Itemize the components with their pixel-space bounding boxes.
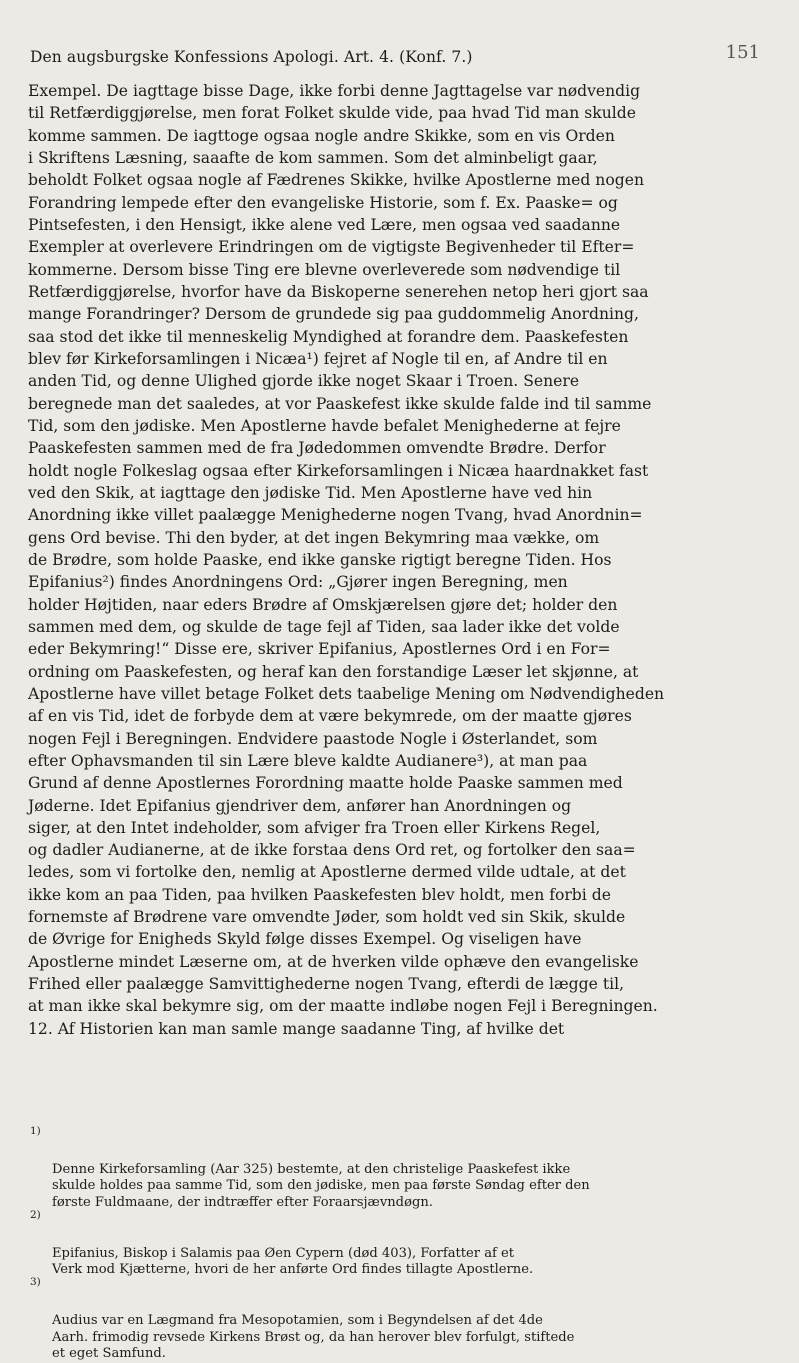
footnote-text: Denne Kirkeforsamling (Aar 325) bestemte, at den christelige Paaskefest ikke skulde holdes paa samme Tid, som den jødiske, men paa første Søndag efter den første Fuldmaane, der indtræffer efter Foraarsjævndøgn.	[52, 1161, 590, 1211]
footnote-mark: 2)	[30, 1208, 41, 1221]
footnote	[28, 1208, 771, 1279]
footnote	[28, 1125, 771, 1212]
page-number: 151	[725, 42, 760, 63]
footnote-mark: 1)	[30, 1125, 41, 1137]
footnote-text: Epifanius, Biskop i Salamis paa Øen Cypern (død 403), Forfatter af et Verk mod Kjætterne, hvori de her anførte Ord findes tillagte Apostlerne.	[52, 1245, 534, 1278]
main-text: Exempel. De iagttage bisse Dage, ikke forbi denne Jagttagelse var nødvendig til Retfærdiggjørelse, men forat Folket skulde vide, paa hvad Tid man skulde komme sammen. De iagttoge ogsaa nogle andre Skikke, som en vis Orden i Skriftens Læsning, saaafte de kom sammen. Som det alminbeligt gaar, beholdt Folket ogsaa nogle af Fædrenes Skikke, hvilke Apostlerne med nogen Forandring lempede efter den evangeliske Historie, som f. Ex. Paaske= og Pintsefesten, i den Hensigt, ikke alene ved Lære, men ogsaa ved saadanne Exempler at overlevere Erindringen om de vigtigste Begivenheder til Efter= kommerne. Dersom bisse Ting ere blevne overleverede som nødvendige til Retfærdiggjørelse, hvorfor have da Biskoperne senerehen netop heri gjort saa mange Forandringer? Dersom de grundede sig paa guddommelig Anordning, saa stod det ikke til menneskelig Myndighed at forandre dem. Paaskefesten blev før Kirkeforsamlingen i Nicæa¹) fejret af Nogle til en, af Andre til en anden Tid, og denne Ulighed gjorde ikke noget Skaar i Troen. Senere beregnede man det saaledes, at vor Paaskefest ikke skulde falde ind til samme Tid, som den jødiske. Men Apostlerne havde befalet Menighederne at fejre Paaskefesten sammen med de fra Jødedommen omvendte Brødre. Derfor holdt nogle Folkeslag ogsaa efter Kirkeforsamlingen i Nicæa haardnakket fast ved den Skik, at iagttage den jødiske Tid. Men Apostlerne have ved hin Anordning ikke villet paalægge Menighederne nogen Tvang, hvad Anordnin= gens Ord bevise. Thi den byder, at det ingen Bekymring maa vække, om de Brødre, som holde Paaske, end ikke ganske rigtigt beregne Tiden. Hos Epifanius²) findes Anordningens Ord: „Gjører ingen Beregning, men holder Højtiden, naar eders Brødre af Omskjærelsen gjøre det; holder den sammen med dem, og skulde de tage fejl af Tiden, saa lader ikke det volde eder Bekymring!“ Disse ere, skriver Epifanius, Apostlernes Ord i en For= ordning om Paaskefesten, og heraf kan den forstandige Læser let skjønne, at Apostlerne have villet betage Folket dets taabelige Mening om Nødvendigheden af en vis Tid, idet de forbyde dem at være bekymrede, om der maatte gjøres nogen Fejl i Beregningen. Endvidere paastode Nogle i Østerlandet, som efter Ophavsmanden til sin Lære bleve kaldte Audianere³), at man paa Grund af denne Apostlernes Forordning maatte holde Paaske sammen med Jøderne. Idet Epifanius gjendriver dem, anfører han Anordningen og siger, at den Intet indeholder, som afviger fra Troen eller Kirkens Regel, og dadler Audianerne, at de ikke forstaa dens Ord ret, og fortolker den saa= ledes, som vi fortolke den, nemlig at Apostlerne dermed vilde udtale, at det ikke kom an paa Tiden, paa hvilken Paaskefesten blev holdt, men forbi de fornemste af Brødrene vare omvendte Jøder, som holdt ved sin Skik, skulde de Øvrige for Enigheds Skyld følge disses Exempel. Og viseligen have Apostlerne mindet Læserne om, at de hverken vilde ophæve den evangeliske Frihed eller paalægge Samvittighederne nogen Tvang, efterdi de lægge til, at man ikke skal bekymre sig, om der maatte indløbe nogen Fejl i Beregningen. 12. Af Historien kan man samle mange saadanne Ting, af hvilke det	[28, 82, 665, 1038]
footnotes	[28, 1125, 771, 1363]
running-title: Den augsburgske Konfessions Apologi. Art. 4. (Konf. 7.)	[30, 48, 473, 66]
footnote	[28, 1276, 771, 1363]
footnote-text: Audius var en Lægmand fra Mesopotamien, som i Begyndelsen af det 4de Aarh. frimodig revsede Kirkens Brøst og, da han herover blev forfulgt, stiftede et eget Samfund.	[52, 1312, 575, 1362]
running-header	[30, 40, 770, 70]
footnote-mark: 3)	[30, 1276, 41, 1289]
